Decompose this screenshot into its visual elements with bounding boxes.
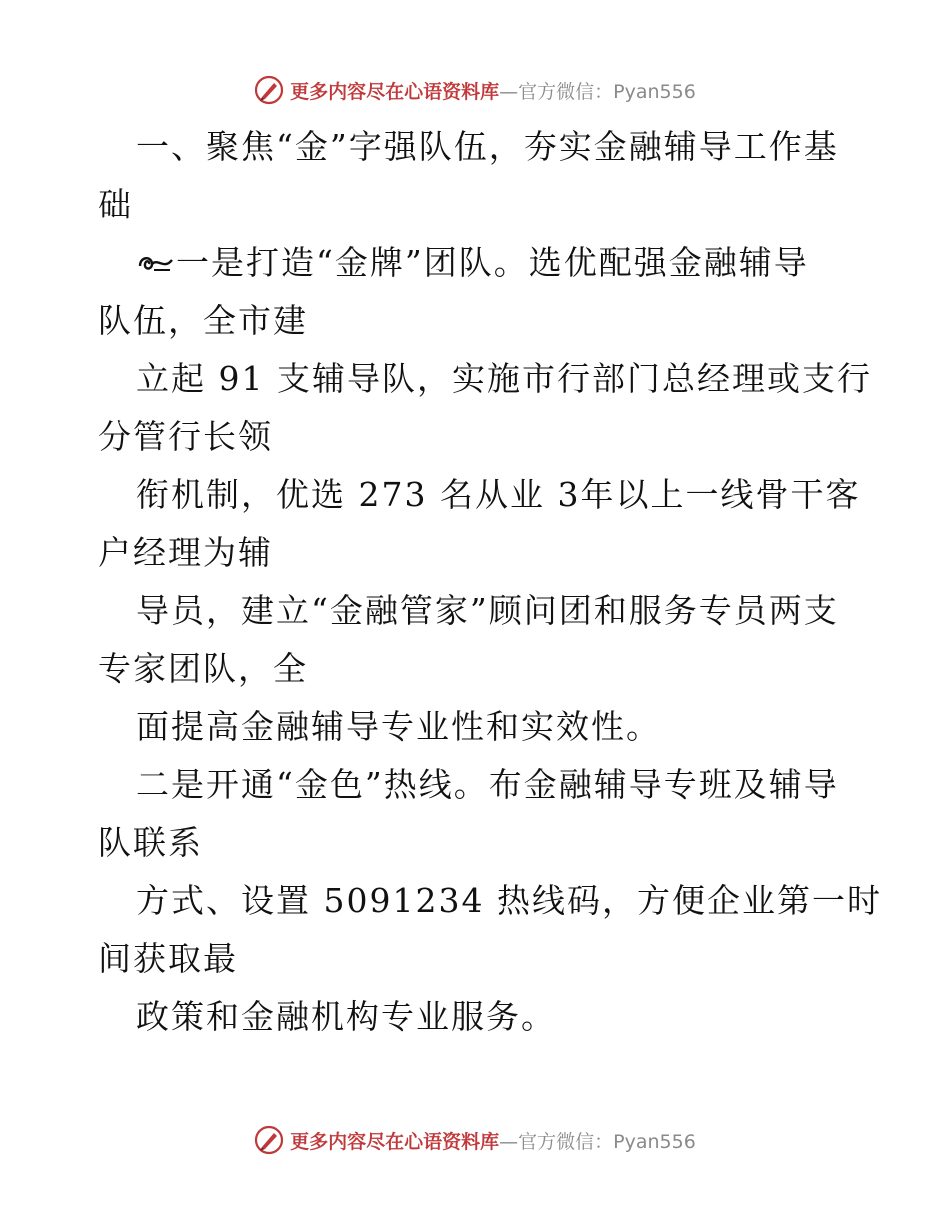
paragraph-line: 户经理为辅: [98, 533, 273, 572]
banner-title: 更多内容尽在心语资料库: [290, 80, 500, 103]
paragraph-line: 二是开通“金色”热线。布金融辅导专班及辅导: [136, 765, 839, 804]
paragraph-line: 队伍，全市建: [98, 301, 308, 340]
paragraph-line: 衔机制，优选 273 名从业 3年以上一线骨干客: [136, 475, 861, 514]
section-heading: 一、聚焦“金”字强队伍，夯实金融辅导工作基: [136, 127, 839, 166]
paragraph-text: 一是打造“金牌”团队。选优配强金融辅导: [176, 243, 809, 282]
footer-banner: [0, 1120, 950, 1160]
paragraph-line: 分管行长领: [98, 417, 273, 456]
paragraph-line: 专家团队，全: [98, 649, 308, 688]
banner-contact: —官方微信：Pyan556: [499, 80, 696, 103]
paragraph-line: 队联系: [98, 823, 203, 862]
document-body: [98, 118, 882, 1046]
paragraph-line: 立起 91 支辅导队，实施市行部门总经理或支行: [136, 359, 872, 398]
paragraph-line: 面提高金融辅导专业性和实效性。: [136, 707, 661, 746]
paragraph-line: 政策和金融机构专业服务。: [136, 997, 556, 1036]
paragraph-line: 间获取最: [98, 939, 238, 978]
section-heading-continued: 础: [98, 185, 133, 224]
pen-logo-icon: [254, 75, 284, 105]
header-banner: [0, 70, 950, 110]
pen-logo-icon: [254, 1125, 284, 1155]
paragraph-line: 方式、设置 5091234 热线码，方便企业第一时: [136, 881, 882, 920]
paragraph-line: 导员，建立“金融管家”顾问团和服务专员两支: [136, 591, 839, 630]
paragraph-line: [98, 234, 858, 292]
ornament-bullet-icon: [136, 248, 176, 278]
banner-contact: —官方微信：Pyan556: [499, 1130, 696, 1153]
banner-title: 更多内容尽在心语资料库: [290, 1130, 500, 1153]
